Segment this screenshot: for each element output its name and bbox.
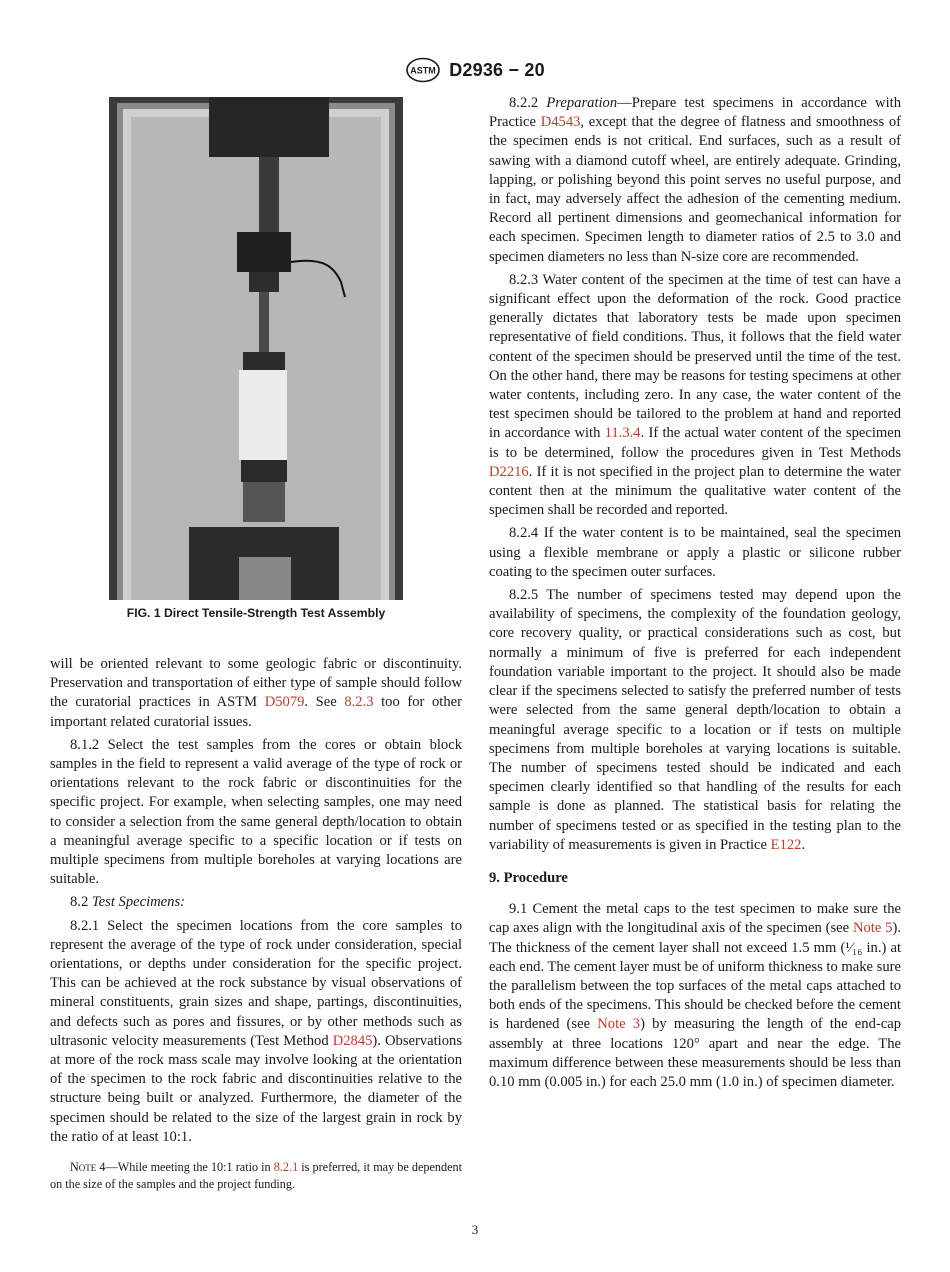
paragraph-8-2 — [50, 893, 462, 912]
text-run: will be oriented relevant to some geologic fabric or discontinuity. Preservation and transportation of either type of sample should follow the curatorial practices in ASTM — [50, 656, 462, 711]
paragraph-8-2-1 — [50, 917, 462, 1147]
astm-logo-icon — [405, 57, 441, 83]
section-title: Test Specimens: — [91, 894, 185, 911]
link-d2845[interactable]: D2845 — [332, 1032, 373, 1049]
page-header — [0, 56, 950, 84]
text-run: 9.1 Cement the metal caps to the test specimen to make sure the cap axes align with the longitudinal axis of the specimen (see — [489, 901, 901, 937]
paragraph-8-2-2 — [489, 94, 901, 267]
text-run: ). Observations at more of the rock mass scale may involve looking at the orientation of the specimen to the rock fabric and discontinuities relative to the structure being built or analyzed. Furthermore, the diameter of the specimen should be related to the size of the largest grain in rock by the ratio of at least 10:1. — [50, 1032, 462, 1145]
link-note-5[interactable]: Note 5 — [852, 920, 893, 937]
logo-text: ASTM — [410, 65, 436, 76]
link-note-3[interactable]: Note 3 — [597, 1016, 641, 1033]
paragraph-continued — [50, 655, 462, 732]
link-d4543[interactable]: D4543 — [540, 114, 581, 131]
figure-caption: FIG. 1 Direct Tensile-Strength Test Assembly — [126, 606, 386, 620]
link-8-2-1[interactable]: 8.2.1 — [273, 1160, 299, 1175]
paragraph-8-2-3 — [489, 271, 901, 521]
text-run: . If it is not specified in the project plan to determine the water content then at the minimum the qualitative water content of the specimen shall be recorded and reported. — [489, 463, 901, 519]
text-run: . If the actual water content of the specimen is to be determined, follow the procedures given in Test Methods — [489, 425, 902, 461]
section-title: Preparation — [546, 95, 618, 111]
text-run: 8.2.1 Select the specimen locations from the core samples to represent the average of the type of rock under consideration, special orientations, or depths under consideration for the specific project. This can be achieved at the rock substance by visual observations of mineral constituents, grain sizes and shape, partings, discontinuities, and defects such as pores and fissures, or by other methods such as ultrasonic velocity measurements (Test Method — [50, 917, 462, 1049]
text-run: too for other important related curatorial issues. — [50, 694, 462, 730]
text-run: . — [801, 836, 806, 853]
paragraph-8-2-5 — [489, 586, 901, 855]
text-run: —Prepare test specimens in accordance with Practice — [489, 95, 901, 131]
link-d2216[interactable]: D2216 — [489, 463, 529, 480]
text-run: 8.2.3 Water content of the specimen at the time of test can have a significant effect upon the deformation of the rock. Good practice generally dictates that laboratory tests be made upon specimen representative of field conditions. Thus, it follows that the field water content of the specimen should be preserved until the time of the test. On the other hand, there may be reasons for testing specimens at other water contents, including zero. In any case, the water content of the test specimen should be tailored to the problem at hand and reported in accordance with — [489, 271, 901, 442]
link-e122[interactable]: E122 — [770, 836, 802, 853]
document-id: D2936 − 20 — [449, 59, 545, 80]
link-11-3-4[interactable]: 11.3.4 — [604, 425, 641, 442]
text-run: ). The thickness of the cement layer shall not exceed 1.5 mm (¹⁄₁₆ in.) at each end. The cement layer must be of uniform thickness to make sure the parallelism between the top surfaces of the metal caps attached to both ends of the specimens. This should be checked before the cement is hardened (see — [489, 920, 901, 1033]
paragraph-8-1-2: 8.1.2 Select the test samples from the cores or obtain block samples in the field to represent a valid average of the type of rock or orientations relevant to the rock fabric or discontinuities for the specific project. For example, when selecting samples, one may need to consider a selection from the same general depth/location to obtain a meaningful average specific to a specific location or if tests on multiple specimens from multiple boreholes at varying locations are suitable. — [50, 736, 462, 888]
note-label: Note — [70, 1160, 97, 1175]
text-run: . See — [304, 694, 345, 711]
text-run: is preferred, it may be dependent on the size of the samples and the project funding. — [50, 1160, 462, 1191]
link-d5079[interactable]: D5079 — [264, 694, 305, 711]
text-run: 4—While meeting the 10:1 ratio in — [96, 1160, 274, 1175]
paragraph-8-2-4: 8.2.4 If the water content is to be maintained, seal the specimen using a flexible membrane or apply a plastic or silicone rubber coating to the specimen outer surfaces. — [489, 525, 901, 580]
text-run: , except that the degree of flatness and smoothness of the specimen ends is not critical. End surfaces, such as a result of sawing with a diamond cutoff wheel, are entirely adequate. Grinding, lapping, or polishing beyond this point serves no useful purpose, and in fact, may adversely affect the adhesion of the cementing medium. Record all pertinent dimensions and geomechanical information for each specimen. Specimen length to diameter ratios of 2.5 to 3.0 and specimen diameters no less than N-size core are recommended. — [489, 114, 901, 265]
left-column — [50, 655, 462, 1196]
text-run: 8.2.5 The number of specimens tested may depend upon the availability of specimens, the complexity of the foundation geology, core recovery quality, or practical considerations such as cost, but normally a minimum of five is preferred for each independent foundation variable important to the project. It should also be made clear if the specimens selected to satisfy the preferred number of tests were selected from the same general depth/location to obtain a meaningful average specific to a location or if tests on multiple specimens from multiple boreholes at varying locations is suitable. The number of specimens tested should be indicated and each specimen clearly identified so that handling of the results for each sample is done as planned. The statistical basis for relating the number of specimens tested or as specified in the testing plan to the variability of measurements is given in Practice — [489, 587, 901, 853]
section-number: 8.2.2 — [509, 95, 547, 111]
text-run: ) by measuring the length of the end-cap assembly at three locations 120° apart and near the edge. The maximum difference between these measurements should be less than 0.10 mm (0.005 in.) for each 25.0 mm (1.0 in.) of specimen diameter. — [489, 1016, 901, 1090]
link-8-2-3[interactable]: 8.2.3 — [344, 694, 374, 711]
paragraph-9-1 — [489, 900, 901, 1092]
page-number: 3 — [471, 1222, 479, 1237]
note-4 — [50, 1159, 462, 1192]
section-number: 8.2 — [70, 894, 92, 911]
right-column — [489, 94, 901, 1096]
section-heading-procedure: 9. Procedure — [489, 869, 568, 886]
test-assembly-photo — [109, 97, 403, 600]
